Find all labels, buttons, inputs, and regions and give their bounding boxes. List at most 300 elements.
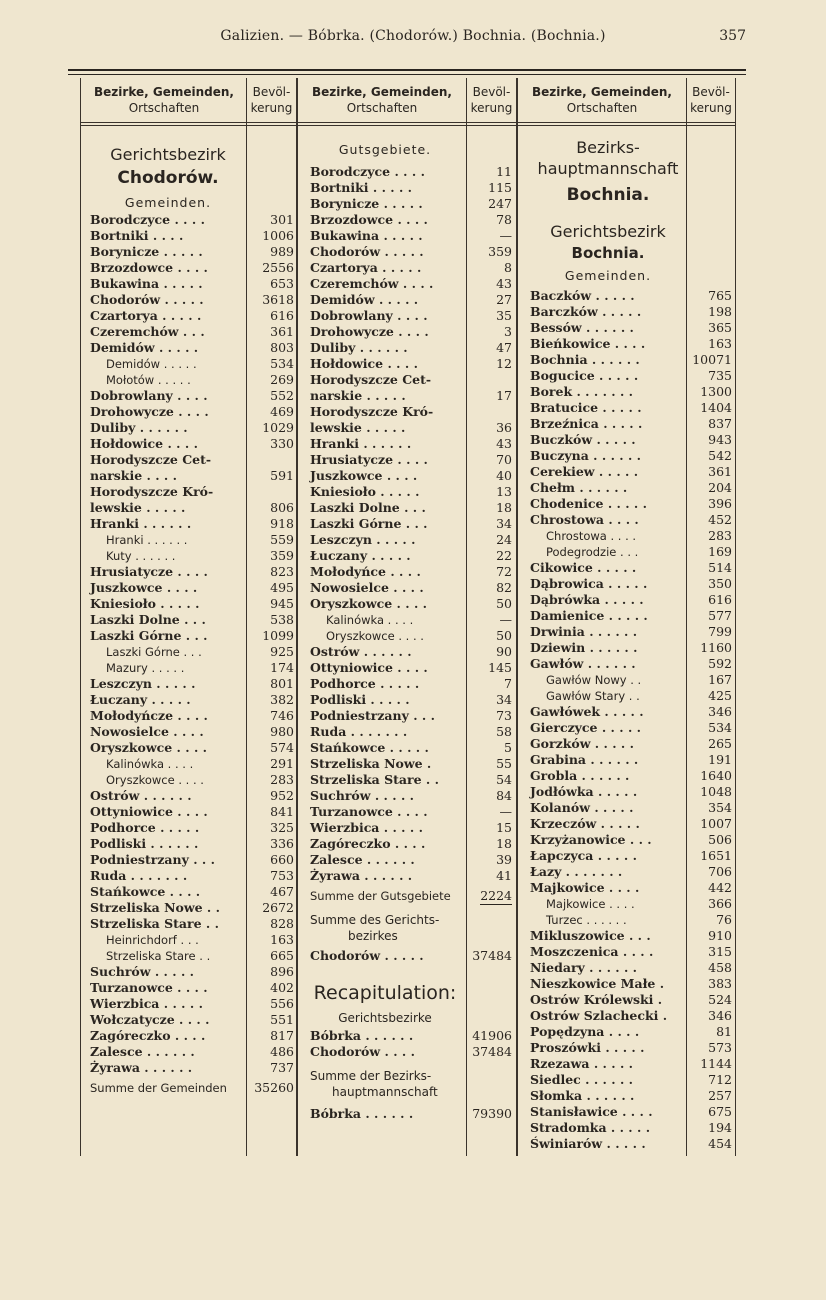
locality-name: lewskie . . . . . bbox=[90, 500, 186, 515]
population-value: 8 bbox=[504, 260, 512, 275]
locality-row bbox=[310, 596, 512, 612]
col-label-main: Bezirke, Gemeinden, bbox=[312, 85, 452, 99]
table-border-left bbox=[80, 78, 81, 1156]
col1-col2-divider bbox=[296, 78, 298, 1156]
locality-row bbox=[90, 884, 294, 900]
population-value: 823 bbox=[270, 564, 294, 579]
population-value: 801 bbox=[270, 676, 294, 691]
court-total-value: 37484 bbox=[472, 948, 512, 963]
population-value: 1640 bbox=[700, 768, 732, 783]
district-label-2: hauptmannschaft bbox=[537, 159, 679, 178]
population-value: 47 bbox=[496, 340, 512, 355]
sub-locality-row bbox=[530, 544, 732, 560]
col1-total-row bbox=[90, 1080, 294, 1096]
locality-name: Dobrowlany . . . . bbox=[90, 388, 208, 403]
header-rule-2 bbox=[80, 125, 736, 126]
locality-row bbox=[90, 388, 294, 404]
locality-row bbox=[310, 644, 512, 660]
locality-row bbox=[530, 800, 732, 816]
locality-row bbox=[310, 292, 512, 308]
locality-row bbox=[90, 308, 294, 324]
locality-row bbox=[90, 292, 294, 308]
locality-row bbox=[530, 736, 732, 752]
locality-name: Leszczyn . . . . . bbox=[90, 676, 196, 691]
population-value: 12 bbox=[496, 356, 512, 371]
locality-row bbox=[310, 868, 512, 884]
locality-row bbox=[530, 720, 732, 736]
locality-row bbox=[310, 580, 512, 596]
locality-name: Świniarów . . . . . bbox=[530, 1136, 646, 1151]
population-value: 315 bbox=[708, 944, 732, 959]
locality-row bbox=[90, 260, 294, 276]
locality-row bbox=[310, 804, 512, 820]
locality-name: Moszczenica . . . . bbox=[530, 944, 654, 959]
population-value: 396 bbox=[708, 496, 732, 511]
table-border-right bbox=[735, 78, 736, 1156]
locality-name: Demidów . . . . . bbox=[90, 340, 199, 355]
locality-name: Żyrawa . . . . . . bbox=[310, 868, 413, 883]
locality-row bbox=[90, 1028, 294, 1044]
population-value: 11 bbox=[496, 164, 512, 179]
population-value: 41906 bbox=[472, 1028, 512, 1043]
locality-row bbox=[310, 372, 512, 388]
locality-name: Ruda . . . . . . . bbox=[90, 868, 188, 883]
locality-name: Bochnia . . . . . . bbox=[530, 352, 640, 367]
locality-row bbox=[310, 452, 512, 468]
locality-row bbox=[530, 976, 732, 992]
population-value: 13 bbox=[496, 484, 512, 499]
locality-row bbox=[530, 592, 732, 608]
population-value: 653 bbox=[270, 276, 294, 291]
population-value: 828 bbox=[270, 916, 294, 931]
locality-name: Chrostowa . . . . bbox=[546, 529, 637, 543]
locality-row bbox=[530, 1008, 732, 1024]
locality-name: Bieńkowice . . . . bbox=[530, 336, 646, 351]
section-label: Gemeinden. bbox=[124, 195, 212, 210]
locality-row bbox=[90, 452, 294, 468]
recap-title: Recapitulation: bbox=[313, 982, 457, 1004]
locality-name: Zagóreczko . . . . bbox=[310, 836, 426, 851]
court-total-label-2: bezirkes bbox=[348, 929, 398, 943]
locality-name: Borodczyce . . . . bbox=[310, 164, 425, 179]
locality-name: Podhorce . . . . . bbox=[90, 820, 200, 835]
locality-row bbox=[310, 308, 512, 324]
population-value: 896 bbox=[270, 964, 294, 979]
col1-heading bbox=[82, 84, 246, 116]
col-label-sub: Ortschaften bbox=[566, 101, 638, 115]
locality-name: Majkowice . . . . bbox=[530, 880, 640, 895]
locality-row bbox=[530, 816, 732, 832]
top-rule bbox=[68, 69, 746, 71]
locality-row bbox=[90, 1012, 294, 1028]
locality-row bbox=[530, 512, 732, 528]
population-value: 301 bbox=[270, 212, 294, 227]
locality-name: Mołodyńce . . . . bbox=[310, 564, 421, 579]
locality-row bbox=[310, 436, 512, 452]
locality-name: Nieszkowice Małe . bbox=[530, 976, 665, 991]
locality-row bbox=[310, 692, 512, 708]
locality-name: Kniesioło . . . . . bbox=[90, 596, 200, 611]
locality-row bbox=[310, 420, 512, 436]
population-value: 837 bbox=[708, 416, 732, 431]
locality-name: Podniestrzany . . . bbox=[90, 852, 215, 867]
sub-locality-row bbox=[530, 688, 732, 704]
locality-row bbox=[90, 996, 294, 1012]
locality-name: Czeremchów . . . bbox=[90, 324, 205, 339]
population-value: 383 bbox=[708, 976, 732, 991]
sub-locality-row bbox=[530, 896, 732, 912]
population-value: 943 bbox=[708, 432, 732, 447]
locality-row bbox=[310, 164, 512, 180]
locality-name: Żyrawa . . . . . . bbox=[90, 1060, 193, 1075]
locality-name: Podhorce . . . . . bbox=[310, 676, 420, 691]
locality-name: Popędzyna . . . . bbox=[530, 1024, 640, 1039]
population-value: 551 bbox=[270, 1012, 294, 1027]
locality-row bbox=[530, 368, 732, 384]
population-value: 17 bbox=[496, 388, 512, 403]
population-value: 82 bbox=[496, 580, 512, 595]
population-value: 616 bbox=[270, 308, 294, 323]
locality-row bbox=[530, 448, 732, 464]
locality-row bbox=[530, 1056, 732, 1072]
locality-name: Turzanowce . . . . bbox=[310, 804, 428, 819]
locality-row bbox=[90, 420, 294, 436]
locality-name: Nowosielce . . . . bbox=[310, 580, 424, 595]
population-value: 18 bbox=[496, 500, 512, 515]
locality-name: Proszówki . . . . . bbox=[530, 1040, 645, 1055]
population-value: 442 bbox=[708, 880, 732, 895]
population-value: 737 bbox=[270, 1060, 294, 1075]
locality-row bbox=[530, 352, 732, 368]
population-value: 952 bbox=[270, 788, 294, 803]
sub-locality-row bbox=[90, 772, 294, 788]
locality-name: Buczków . . . . . bbox=[530, 432, 636, 447]
locality-name: Zagóreczko . . . . bbox=[90, 1028, 206, 1043]
population-value: 925 bbox=[270, 644, 294, 659]
col-label-sub: Ortschaften bbox=[346, 101, 418, 115]
locality-name: Duliby . . . . . . bbox=[310, 340, 408, 355]
locality-name: Drohowycze . . . . bbox=[310, 324, 429, 339]
locality-row bbox=[530, 848, 732, 864]
locality-row bbox=[90, 596, 294, 612]
running-head: Galizien. — Bóbrka. (Chodorów.) Bochnia. (Bochnia.) bbox=[220, 28, 606, 44]
locality-row bbox=[90, 628, 294, 644]
population-value: 675 bbox=[708, 1104, 732, 1119]
population-value: 257 bbox=[708, 1088, 732, 1103]
population-value: 1404 bbox=[700, 400, 732, 415]
population-value: 18 bbox=[496, 836, 512, 851]
population-value: 191 bbox=[708, 752, 732, 767]
population-value: 55 bbox=[496, 756, 512, 771]
locality-name: Laszki Górne . . . bbox=[90, 628, 208, 643]
locality-row bbox=[310, 788, 512, 804]
locality-name: Niedary . . . . . . bbox=[530, 960, 638, 975]
population-value: 325 bbox=[270, 820, 294, 835]
locality-name: Chodorów . . . . . bbox=[310, 244, 424, 259]
population-value: 78 bbox=[496, 212, 512, 227]
locality-name: Krzyżanowice . . . bbox=[530, 832, 652, 847]
locality-name: Borynicze . . . . . bbox=[90, 244, 203, 259]
population-value: 361 bbox=[708, 464, 732, 479]
locality-row bbox=[530, 656, 732, 672]
recap-sub: Gerichtsbezirke bbox=[338, 1011, 432, 1025]
locality-name: Podliski . . . . . bbox=[310, 692, 410, 707]
locality-row bbox=[530, 400, 732, 416]
locality-name: Mołodyńcze . . . . bbox=[90, 708, 208, 723]
locality-name: Rzezawa . . . . . bbox=[530, 1056, 634, 1071]
locality-name: Strzeliska Nowe . bbox=[310, 756, 432, 771]
locality-name: Chełm . . . . . . bbox=[530, 480, 628, 495]
population-value: 402 bbox=[270, 980, 294, 995]
locality-name: Horodyszcze Kró- bbox=[310, 404, 434, 419]
locality-row bbox=[90, 980, 294, 996]
col-label-sub: Ortschaften bbox=[128, 101, 200, 115]
locality-row bbox=[90, 676, 294, 692]
population-value: 556 bbox=[270, 996, 294, 1011]
locality-name: Gawłów Nowy . . bbox=[546, 673, 642, 687]
locality-row bbox=[90, 740, 294, 756]
locality-row bbox=[530, 832, 732, 848]
population-value: 346 bbox=[708, 704, 732, 719]
locality-name: Grabina . . . . . . bbox=[530, 752, 639, 767]
sub-locality-row bbox=[530, 912, 732, 928]
locality-row bbox=[310, 180, 512, 196]
locality-name: Hranki . . . . . . bbox=[90, 516, 192, 531]
locality-name: Bortniki . . . . . bbox=[310, 180, 413, 195]
locality-name: Cikowice . . . . . bbox=[530, 560, 637, 575]
locality-row bbox=[90, 692, 294, 708]
locality-row bbox=[530, 304, 732, 320]
locality-row bbox=[90, 1060, 294, 1076]
locality-name: Wołczatycze . . . . bbox=[90, 1012, 210, 1027]
population-value: 336 bbox=[270, 836, 294, 851]
locality-row bbox=[90, 852, 294, 868]
col3-rows bbox=[530, 288, 732, 1152]
locality-row bbox=[310, 756, 512, 772]
locality-row bbox=[310, 340, 512, 356]
locality-row bbox=[530, 880, 732, 896]
locality-name: Łapczyca . . . . . bbox=[530, 848, 637, 863]
population-value: 174 bbox=[270, 660, 294, 675]
locality-name: Horodyszcze Kró- bbox=[90, 484, 214, 499]
court-label: Gerichtsbezirk bbox=[550, 222, 666, 241]
col1-pop-heading bbox=[247, 84, 296, 116]
sub-locality-row bbox=[530, 672, 732, 688]
locality-name: Turzanowce . . . . bbox=[90, 980, 208, 995]
locality-name: Mikluszowice . . . bbox=[530, 928, 651, 943]
district-total-row bbox=[310, 1106, 512, 1122]
gutsgebiete-total-label: Summe der Gutsgebiete bbox=[310, 889, 451, 903]
locality-row bbox=[310, 260, 512, 276]
population-value: 34 bbox=[496, 692, 512, 707]
population-value: 1144 bbox=[700, 1056, 732, 1071]
district-total-value: 79390 bbox=[472, 1106, 512, 1121]
locality-name: Strzeliska Stare . . bbox=[90, 916, 219, 931]
locality-row bbox=[530, 768, 732, 784]
locality-name: Mołotów . . . . . bbox=[106, 373, 191, 387]
locality-name: Kniesioło . . . . . bbox=[310, 484, 420, 499]
locality-name: Ostrów Szlachecki . bbox=[530, 1008, 668, 1023]
col3-heading bbox=[518, 84, 686, 116]
population-value: 1029 bbox=[262, 420, 294, 435]
population-value: 538 bbox=[270, 612, 294, 627]
locality-name: Oryszkowce . . . . bbox=[106, 773, 204, 787]
locality-name: Borynicze . . . . . bbox=[310, 196, 423, 211]
population-value: 592 bbox=[708, 656, 732, 671]
locality-row bbox=[530, 784, 732, 800]
population-value: 269 bbox=[270, 372, 294, 387]
col2-rows bbox=[310, 164, 512, 884]
locality-name: Borodczyce . . . . bbox=[90, 212, 205, 227]
population-value: 542 bbox=[708, 448, 732, 463]
gutsgebiete-label: Gutsgebiete. bbox=[338, 142, 432, 157]
locality-name: Suchrów . . . . . bbox=[310, 788, 415, 803]
locality-row bbox=[90, 500, 294, 516]
population-value: 1160 bbox=[700, 640, 732, 655]
population-value: 5 bbox=[504, 740, 512, 755]
population-value: 524 bbox=[708, 992, 732, 1007]
population-value: 452 bbox=[708, 512, 732, 527]
population-value: 753 bbox=[270, 868, 294, 883]
population-value: 366 bbox=[708, 896, 732, 911]
locality-name: Strzeliska Nowe . . bbox=[90, 900, 220, 915]
locality-name: Bratucice . . . . . bbox=[530, 400, 642, 415]
locality-row bbox=[90, 612, 294, 628]
locality-name: Gawłów . . . . . . bbox=[530, 656, 636, 671]
locality-row bbox=[90, 564, 294, 580]
locality-row bbox=[530, 864, 732, 880]
court-total-row bbox=[310, 948, 512, 964]
population-value: 15 bbox=[496, 820, 512, 835]
locality-name: Drwinia . . . . . . bbox=[530, 624, 638, 639]
population-value: — bbox=[499, 228, 512, 243]
locality-name: Brzozdowce . . . . bbox=[310, 212, 428, 227]
locality-name: Gawłówek . . . . . bbox=[530, 704, 644, 719]
population-value: 27 bbox=[496, 292, 512, 307]
locality-name: Dąbrówka . . . . . bbox=[530, 592, 644, 607]
col-label-main: Bezirke, Gemeinden, bbox=[532, 85, 672, 99]
header-rule bbox=[80, 122, 736, 123]
population-value: 265 bbox=[708, 736, 732, 751]
locality-name: Duliby . . . . . . bbox=[90, 420, 188, 435]
population-value: 36 bbox=[496, 420, 512, 435]
population-value: — bbox=[499, 804, 512, 819]
locality-row bbox=[530, 960, 732, 976]
population-value: 10071 bbox=[692, 352, 732, 367]
locality-row bbox=[530, 496, 732, 512]
locality-name: Turzec . . . . . . bbox=[546, 913, 627, 927]
district-label-1: Bezirks- bbox=[576, 138, 640, 157]
locality-row bbox=[310, 1028, 512, 1044]
sub-locality-row bbox=[310, 612, 512, 628]
population-value: 534 bbox=[270, 356, 294, 371]
population-value: 506 bbox=[708, 832, 732, 847]
locality-row bbox=[530, 480, 732, 496]
population-value: 1048 bbox=[700, 784, 732, 799]
locality-row bbox=[530, 1024, 732, 1040]
locality-row bbox=[310, 820, 512, 836]
population-value: 40 bbox=[496, 468, 512, 483]
locality-name: Damienice . . . . . bbox=[530, 608, 648, 623]
locality-row bbox=[310, 836, 512, 852]
population-value: 841 bbox=[270, 804, 294, 819]
sub-locality-row bbox=[90, 532, 294, 548]
locality-name: lewskie . . . . . bbox=[310, 420, 406, 435]
locality-row bbox=[530, 560, 732, 576]
population-value: 454 bbox=[708, 1136, 732, 1151]
locality-name: Hranki . . . . . . bbox=[106, 533, 188, 547]
population-value: 1099 bbox=[262, 628, 294, 643]
locality-name: Ostrów . . . . . . bbox=[90, 788, 192, 803]
population-value: 910 bbox=[708, 928, 732, 943]
population-value: 1006 bbox=[262, 228, 294, 243]
col-label-main: Bezirke, Gemeinden, bbox=[94, 85, 234, 99]
locality-name: Demidów . . . . . bbox=[310, 292, 419, 307]
population-value: 735 bbox=[708, 368, 732, 383]
top-rule-thin bbox=[68, 74, 746, 75]
population-value: 41 bbox=[496, 868, 512, 883]
population-value: 247 bbox=[488, 196, 512, 211]
locality-row bbox=[310, 564, 512, 580]
locality-name: Zalesce . . . . . . bbox=[310, 852, 415, 867]
sub-locality-row bbox=[90, 644, 294, 660]
locality-row bbox=[90, 468, 294, 484]
district-total-label-1: Summe der Bezirks- bbox=[310, 1069, 432, 1083]
locality-name: Łuczany . . . . . bbox=[90, 692, 191, 707]
locality-row bbox=[90, 324, 294, 340]
locality-row bbox=[530, 1088, 732, 1104]
population-value: 350 bbox=[708, 576, 732, 591]
population-value: 169 bbox=[708, 544, 732, 559]
locality-name: Krzeczów . . . . . bbox=[530, 816, 640, 831]
population-value: 35 bbox=[496, 308, 512, 323]
locality-name: Nowosielce . . . . bbox=[90, 724, 204, 739]
population-value: 346 bbox=[708, 1008, 732, 1023]
locality-row bbox=[310, 740, 512, 756]
population-value: 145 bbox=[488, 660, 512, 675]
locality-name: Bukawina . . . . . bbox=[310, 228, 423, 243]
locality-row bbox=[90, 724, 294, 740]
locality-name: Hrusiatycze . . . . bbox=[90, 564, 208, 579]
population-value: 50 bbox=[496, 596, 512, 611]
locality-row bbox=[310, 1044, 512, 1060]
locality-name: Majkowice . . . . bbox=[546, 897, 635, 911]
locality-name: Dziewin . . . . . . bbox=[530, 640, 638, 655]
locality-name: Ostrów . . . . . . bbox=[310, 644, 412, 659]
population-table bbox=[80, 78, 736, 1156]
locality-row bbox=[530, 1072, 732, 1088]
locality-row bbox=[90, 276, 294, 292]
population-value: 283 bbox=[270, 772, 294, 787]
page-number: 357 bbox=[719, 28, 746, 44]
locality-name: Gierczyce . . . . . bbox=[530, 720, 642, 735]
locality-name: Wierzbica . . . . . bbox=[90, 996, 203, 1011]
locality-row bbox=[310, 724, 512, 740]
locality-row bbox=[90, 436, 294, 452]
page-header bbox=[0, 28, 826, 48]
pop-label-1: Bevöl- bbox=[692, 85, 730, 99]
locality-name: Hranki . . . . . . bbox=[310, 436, 412, 451]
population-value: 43 bbox=[496, 276, 512, 291]
locality-name: Horodyszcze Cet- bbox=[90, 452, 212, 467]
locality-name: Dąbrowica . . . . . bbox=[530, 576, 648, 591]
population-value: 469 bbox=[270, 404, 294, 419]
locality-name: Oryszkowce . . . . bbox=[310, 596, 428, 611]
court-name: Chodorów. bbox=[117, 168, 219, 188]
pop-label-1: Bevöl- bbox=[472, 85, 511, 99]
population-value: 163 bbox=[270, 932, 294, 947]
locality-name: Łuczany . . . . . bbox=[310, 548, 411, 563]
